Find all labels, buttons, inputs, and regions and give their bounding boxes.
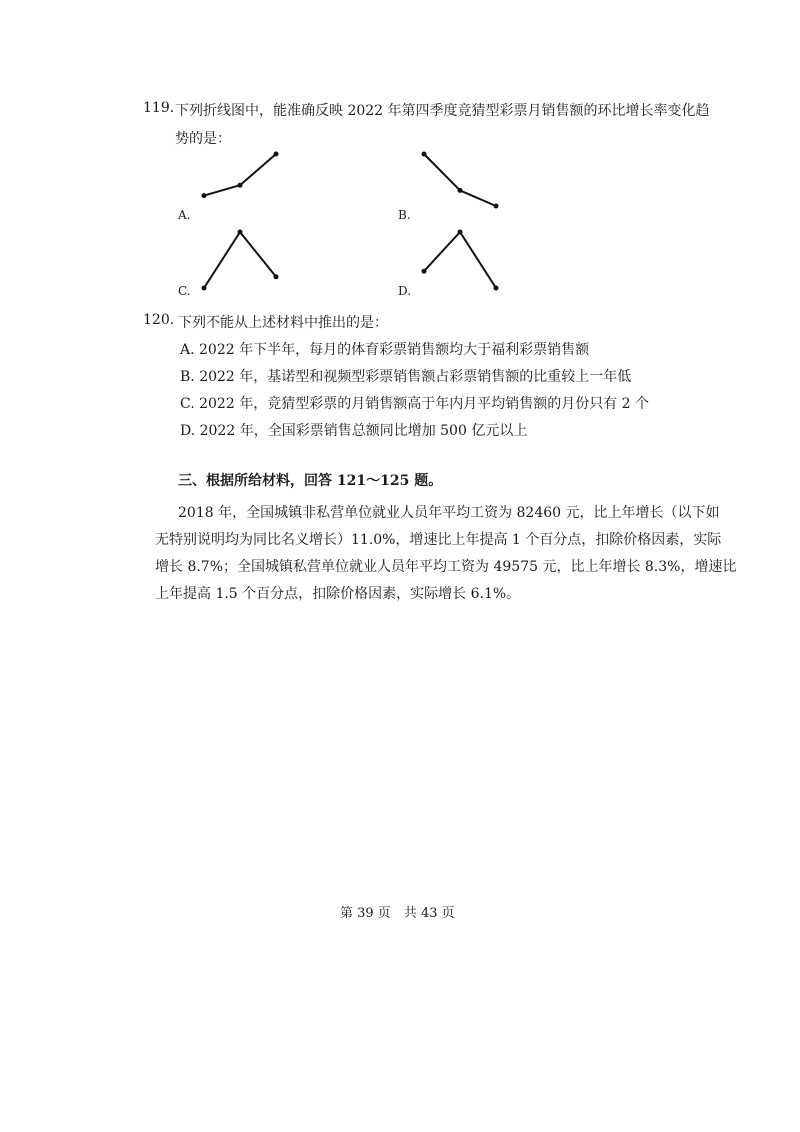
material-line-3: 增长 8.7%；全国城镇私营单位就业人员年平均工资为 49575 元，比上年增长 8.3%，增速比 — [155, 559, 737, 575]
trend-point — [458, 188, 463, 193]
trend-point — [494, 204, 499, 209]
trend-segment — [424, 154, 460, 190]
q119-option-b-chart — [420, 150, 500, 210]
trend-segment — [204, 232, 240, 288]
q119-stem-line1: 下列折线图中，能准确反映 2022 年第四季度竞猜型彩票月销售额的环比增长率变化趋 — [175, 103, 710, 119]
q120-number: 120. — [143, 312, 175, 328]
trend-segment — [460, 190, 496, 206]
q119-option-c-chart — [200, 228, 280, 292]
q119-option-d-label: D. — [398, 284, 412, 298]
trend-point — [202, 193, 207, 198]
q120-stem: 下列不能从上述材料中推出的是： — [178, 315, 388, 331]
trend-point — [238, 230, 243, 235]
q119-stem-line2: 势的是： — [175, 131, 231, 147]
q120-option-b: B. 2022 年，基诺型和视频型彩票销售额占彩票销售额的比重较上一年低 — [180, 369, 632, 385]
material-line-1: 2018 年，全国城镇非私营单位就业人员年平均工资为 82460 元，比上年增长（以下如 — [178, 505, 720, 521]
q119-option-b-label: B. — [398, 208, 411, 222]
q119-option-a-label: A. — [178, 208, 191, 222]
q119-option-a-chart — [200, 150, 280, 210]
trend-point — [422, 269, 427, 274]
trend-point — [274, 152, 279, 157]
trend-point — [494, 286, 499, 291]
trend-point — [202, 286, 207, 291]
q120-option-a: A. 2022 年下半年，每月的体育彩票销售额均大于福利彩票销售额 — [180, 342, 590, 358]
trend-segment — [240, 154, 276, 185]
trend-point — [274, 274, 279, 279]
q120-option-d: D. 2022 年，全国彩票销售总额同比增加 500 亿元以上 — [180, 423, 528, 439]
material-line-4: 上年提高 1.5 个百分点，扣除价格因素，实际增长 6.1%。 — [155, 586, 521, 602]
q119-number: 119. — [143, 100, 175, 116]
trend-segment — [240, 232, 276, 277]
trend-segment — [424, 232, 460, 271]
trend-segment — [460, 232, 496, 288]
material-line-2: 无特别说明均为同比名义增长）11.0%，增速比上年提高 1 个百分点，扣除价格因素，实际 — [155, 532, 722, 548]
page-footer: 第 39 页 共 43 页 — [340, 906, 455, 921]
q119-option-d-chart — [420, 228, 500, 292]
trend-point — [238, 183, 243, 188]
trend-point — [458, 230, 463, 235]
q120-option-c: C. 2022 年，竞猜型彩票的月销售额高于年内月平均销售额的月份只有 2 个 — [180, 396, 649, 412]
trend-segment — [204, 185, 240, 195]
q119-option-c-label: C. — [178, 284, 191, 298]
trend-point — [422, 152, 427, 157]
section-heading: 三、根据所给材料，回答 121～125 题。 — [178, 473, 443, 489]
